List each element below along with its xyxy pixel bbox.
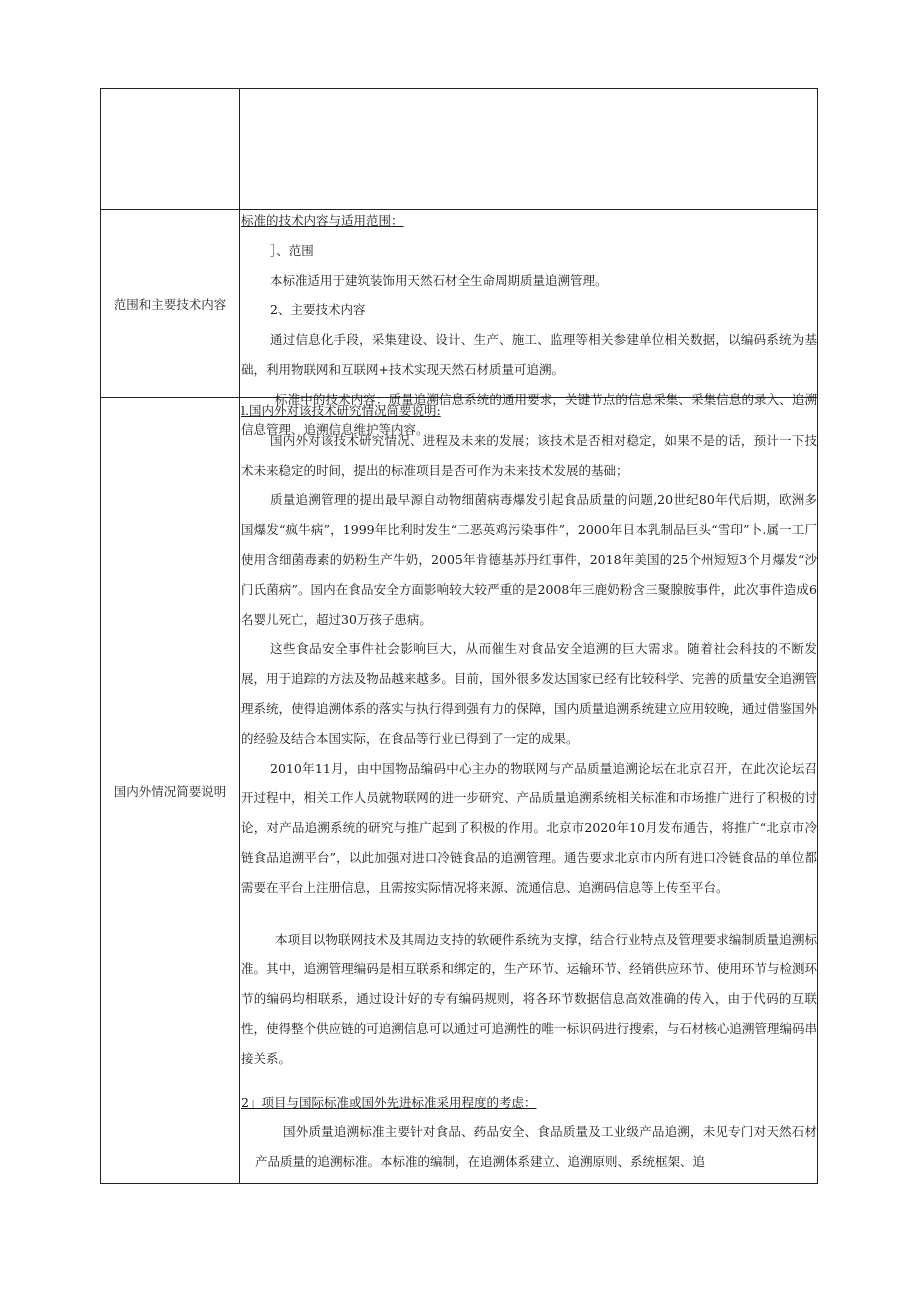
scope-item-1: ］、范围: [270, 242, 314, 258]
situation-heading-2: 2」项目与国际标准或国外先进标准采用程度的考虑：: [241, 1094, 537, 1110]
row-label-scope: 范围和主要技术内容: [113, 297, 227, 312]
scope-item-2: 本标准适用于建筑装饰用天然石材全生命周期质量追溯管理。: [270, 272, 608, 288]
scope-item-5: 标准中的技术内容：质量追溯信息系统的通用要求，关键节点的信息采集、采集信息的录入、追溯信息管理、追溯信息维护等内容。: [241, 391, 817, 437]
scope-item-4: 通过信息化手段，采集建设、设计、生产、施工、监理等相关参建单位相关数据，以编码系统为基础，利用物联网和互联网+技术实现天然石材质量可追溯。: [241, 332, 817, 377]
situation-para-4: 2010年11月，由中国物品编码中心主办的物联网与产品质量追溯论坛在北京召开，在此次论坛召开过程中，相关工作人员就物联网的进一步研究、产品质量追溯系统相关标准和市场推广进行了积极的讨论，对产品追溯系统的研究与推广起到了积极的作用。北京市2020年10月发布通告，将推广“北京市冷链食品追溯平台”，以此加强对进口冷链食品的追溯管理。通告要求北京市内所有进口冷链食品的单位都需要在平台上注册信息，且需按实际情况将来源、流通信息、追溯码信息等上传至平台。: [241, 760, 817, 895]
situation-content: [241, 396, 817, 1183]
situation-para-1: 国内外对该技术研究情况、进程及未来的发展；该技术是否相对稳定，如果不是的话，预计一下技术未来稳定的时间，提出的标准项目是否可作为未来技术发展的基础；: [241, 432, 817, 478]
scope-heading: 标准的技术内容与适用范围：: [241, 213, 404, 228]
situation-para-6: 国外质量追溯标准主要针对食品、药品安全、食品质量及工业级产品追溯，未见专门对天然石材产品质量的追溯标准。本标准的编制，在追溯体系建立、追溯原则、系统框架、追: [255, 1124, 817, 1170]
column-divider: [239, 88, 240, 1184]
situation-para-2: 质量追溯管理的提出最早源自动物细菌病毒爆发引起食品质量的问题,20世纪80年代后期，欧洲多国爆发“疯牛病”，1999年比利时发生“二恶英鸡污染事件”，2000年日本乳制品巨头“雪印”卜.属一工厂使用含细菌毒素的奶粉生产牛奶，2005年肯德基苏丹红事件，2018年美国的25个州短短3个月爆发“沙门氏菌病”。国内在食品安全方面影响较大较严重的是2008年三鹿奶粉含三聚腺胺事件，此次事件造成6名婴儿死亡，超过30万孩子患病。: [241, 492, 817, 627]
situation-heading-1: l.国内外对该技术研究情况简要说明:: [241, 403, 441, 418]
situation-para-5: 本项目以物联网技术及其周边支持的软硬件系统为支撑，结合行业特点及管理要求编制质量追溯标准。其中，追溯管理编码是相互联系和绑定的，生产环节、运输环节、经销供应环节、使用环节与检测环节的编码均相联系，通过设计好的专有编码规则，将各环节数据信息高效准确的传入，由于代码的互联性，使得整个供应链的可追溯信息可以通过可追溯性的唯一标识码进行搜索，与石材核心追溯管理编码串接关系。: [241, 931, 817, 1066]
row-1-content: [241, 90, 817, 208]
situation-para-3: 这些食品安全事件社会影响巨大，从而催生对食品安全追溯的巨大需求。随着社会科技的不断发展，用于追踪的方法及物品越来越多。目前，国外很多发达国家已经有比较科学、完善的质量安全追溯管理系统，使得追溯体系的落实与执行得到强有力的保障，国内质量追溯系统建立应用较晚，通过借鉴国外的经验及结合本国实际，在食品等行业已得到了一定的成果。: [241, 641, 817, 746]
scope-item-3: 2、主要技术内容: [270, 302, 366, 318]
row-label-situation: 国内外情况简要说明: [113, 784, 227, 799]
